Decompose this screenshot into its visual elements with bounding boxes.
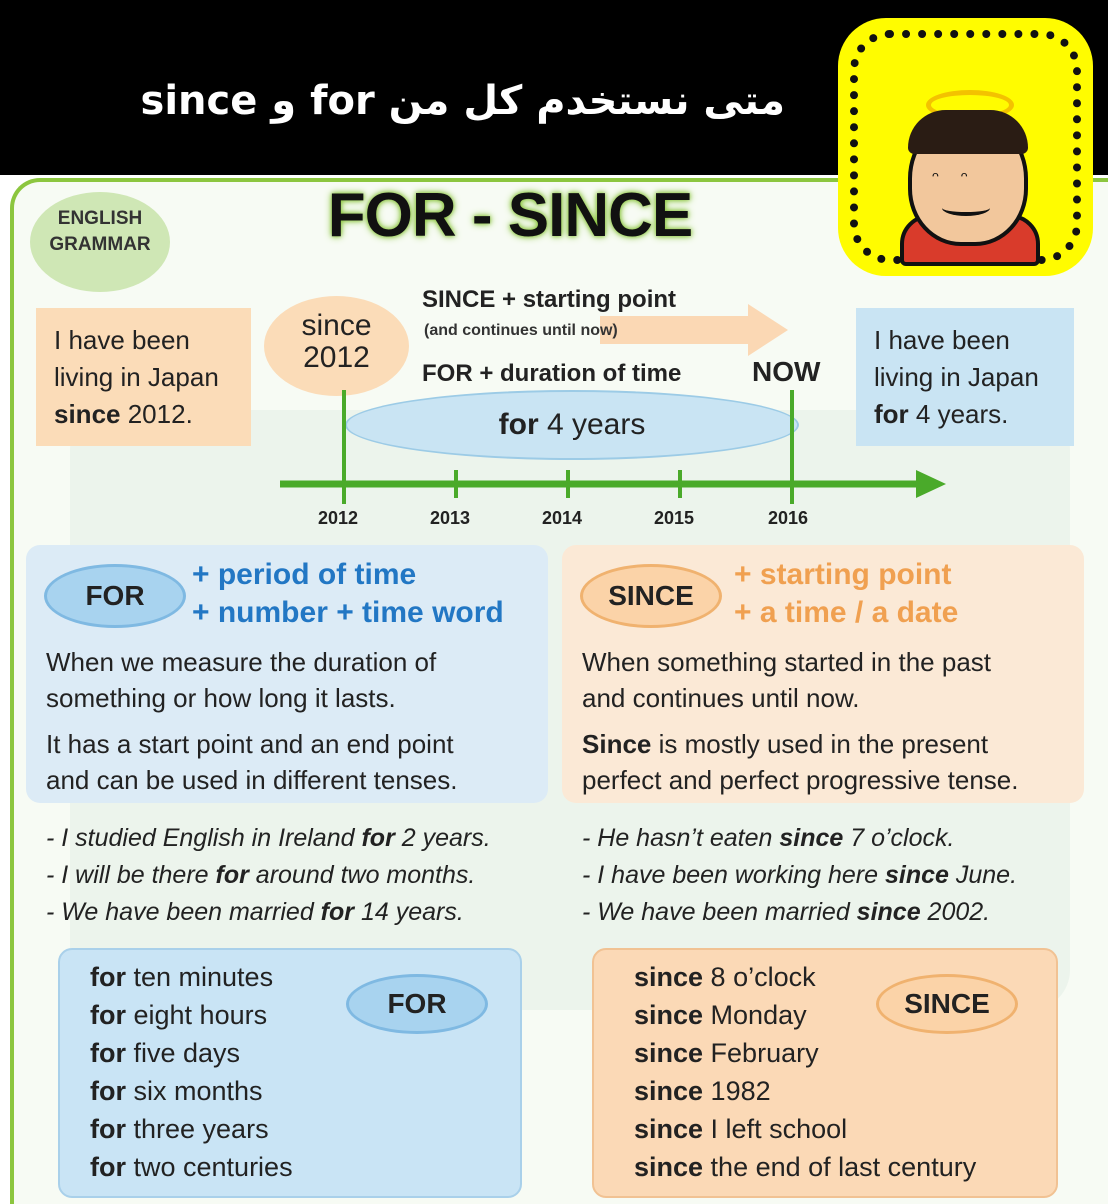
duration-ellipse (345, 390, 799, 460)
now-label: NOW (752, 356, 821, 387)
example-line (46, 857, 491, 894)
sentence-line (874, 396, 1056, 433)
paragraph-rest: is mostly used in the present (651, 729, 989, 759)
keyword: since (634, 1152, 704, 1182)
since-list (634, 958, 976, 1186)
paragraph-line: and continues until now. (582, 683, 860, 713)
keyword: since (634, 1076, 704, 1106)
keyword: since (779, 824, 844, 852)
example-line (46, 894, 491, 931)
sentence-line: I have been (54, 325, 190, 355)
example-post: 7 o’clock. (843, 824, 955, 852)
paragraph-line: and can be used in different tenses. (46, 765, 458, 795)
example-pre: - I have been working here (582, 861, 885, 889)
example-pre: - We have been married (46, 898, 321, 926)
since-2012-pill (264, 296, 409, 396)
for-plus-1: + period of time (192, 558, 417, 591)
example-post: 2 years. (394, 824, 491, 852)
list-item (90, 958, 293, 996)
item-rest: two centuries (126, 1152, 293, 1182)
keyword: since (634, 962, 704, 992)
keyword: for (498, 408, 539, 441)
since-list-oval: SINCE (876, 974, 1018, 1034)
since-plus-2: + a time / a date (734, 596, 959, 629)
for-paragraph-2 (46, 726, 457, 798)
keyword: for (874, 399, 909, 429)
paragraph-line: When something started in the past (582, 647, 992, 677)
item-rest: February (703, 1038, 819, 1068)
since-rule: SINCE + starting point (422, 286, 677, 313)
item-rest: the end of last century (703, 1152, 977, 1182)
keyword: for (361, 824, 395, 852)
since-sentence-box (36, 308, 251, 446)
for-examples (46, 820, 491, 931)
for-paragraph-1 (46, 644, 436, 716)
keyword: since (634, 1000, 704, 1030)
paragraph-line (582, 726, 1018, 762)
sentence-line (54, 396, 233, 433)
paragraph-line: perfect and perfect progressive tense. (582, 765, 1019, 795)
list-item (634, 1110, 976, 1148)
keyword: for (320, 898, 354, 926)
header-title: متى نستخدم كل من for و since (140, 78, 785, 124)
since-paragraph-1 (582, 644, 991, 716)
pill-line1: since (301, 309, 372, 342)
list-item (634, 996, 976, 1034)
year-label: 2015 (654, 508, 695, 528)
list-item (634, 1072, 976, 1110)
list-item (90, 1148, 293, 1186)
example-pre: - I will be there (46, 861, 216, 889)
year-label: 2014 (542, 508, 583, 528)
keyword: since (634, 1038, 704, 1068)
snapcode-icon[interactable] (838, 18, 1093, 276)
for-rule: FOR + duration of time (422, 360, 682, 387)
item-rest: I left school (703, 1114, 848, 1144)
year-label: 2016 (768, 508, 809, 528)
badge-line1: ENGLISH (57, 208, 143, 229)
for-sentence-box (856, 308, 1074, 446)
example-pre: - We have been married (582, 898, 857, 926)
item-rest: ten minutes (126, 962, 274, 992)
keyword: for (90, 1000, 126, 1030)
grammar-badge (30, 192, 170, 292)
timeline-svg (280, 468, 960, 478)
paragraph-line: It has a start point and an end point (46, 729, 454, 759)
paragraph-line: When we measure the duration of (46, 647, 437, 677)
keyword: since (634, 1114, 704, 1144)
sentence-rest: 4 years. (908, 399, 1009, 429)
for-plus-2: + number + time word (192, 596, 504, 629)
badge-line2: GRAMMAR (49, 234, 151, 255)
item-rest: 1982 (703, 1076, 771, 1106)
eyes-icon: ᵔᵔ (932, 168, 990, 188)
keyword: for (90, 1038, 126, 1068)
example-line (46, 820, 491, 857)
since-paragraph-2 (582, 726, 1018, 798)
hair-shape (908, 110, 1028, 154)
since-arrow-head (748, 304, 788, 356)
example-pre: - He hasn’t eaten (582, 824, 780, 852)
example-post: June. (948, 861, 1018, 889)
item-rest: Monday (703, 1000, 807, 1030)
since-examples (582, 820, 1017, 931)
since-plus-1: + starting point (734, 558, 952, 591)
list-item (90, 1072, 293, 1110)
example-pre: - I studied English in Ireland (46, 824, 362, 852)
for-list (90, 958, 293, 1186)
mouth-icon (942, 200, 990, 216)
keyword: for (215, 861, 249, 889)
keyword: for (90, 1076, 126, 1106)
keyword: since (856, 898, 921, 926)
since-oval: SINCE (580, 564, 722, 628)
sentence-rest: 2012. (120, 399, 193, 429)
ellipse-rest: 4 years (538, 408, 646, 441)
item-rest: five days (126, 1038, 241, 1068)
item-rest: eight hours (126, 1000, 268, 1030)
keyword: for (90, 1114, 126, 1144)
list-item (90, 996, 293, 1034)
list-item (634, 1148, 976, 1186)
sentence-line: living in Japan (874, 362, 1039, 392)
keyword: since (54, 399, 121, 429)
keyword: since (884, 861, 949, 889)
list-item (90, 1110, 293, 1148)
example-post: 14 years. (354, 898, 464, 926)
keyword: for (90, 962, 126, 992)
for-oval: FOR (44, 564, 186, 628)
keyword: Since (582, 729, 652, 759)
year-label: 2013 (430, 508, 471, 528)
since-arrow-body (600, 316, 750, 344)
example-post: around two months. (248, 861, 476, 889)
item-rest: 8 o’clock (703, 962, 816, 992)
paragraph-line: something or how long it lasts. (46, 683, 396, 713)
sentence-line: living in Japan (54, 362, 219, 392)
list-item (634, 958, 976, 996)
example-line (582, 820, 1017, 857)
since-note: (and continues until now) (424, 322, 618, 339)
pill-line2: 2012 (303, 341, 370, 374)
list-item (634, 1034, 976, 1072)
example-line (582, 857, 1017, 894)
year-label: 2012 (318, 508, 359, 528)
item-rest: three years (126, 1114, 269, 1144)
list-item (90, 1034, 293, 1072)
example-line (582, 894, 1017, 931)
item-rest: six months (126, 1076, 263, 1106)
example-post: 2002. (920, 898, 991, 926)
for-list-oval: FOR (346, 974, 488, 1034)
keyword: for (90, 1152, 126, 1182)
page-title: FOR - SINCE (327, 181, 693, 250)
sentence-line: I have been (874, 325, 1010, 355)
